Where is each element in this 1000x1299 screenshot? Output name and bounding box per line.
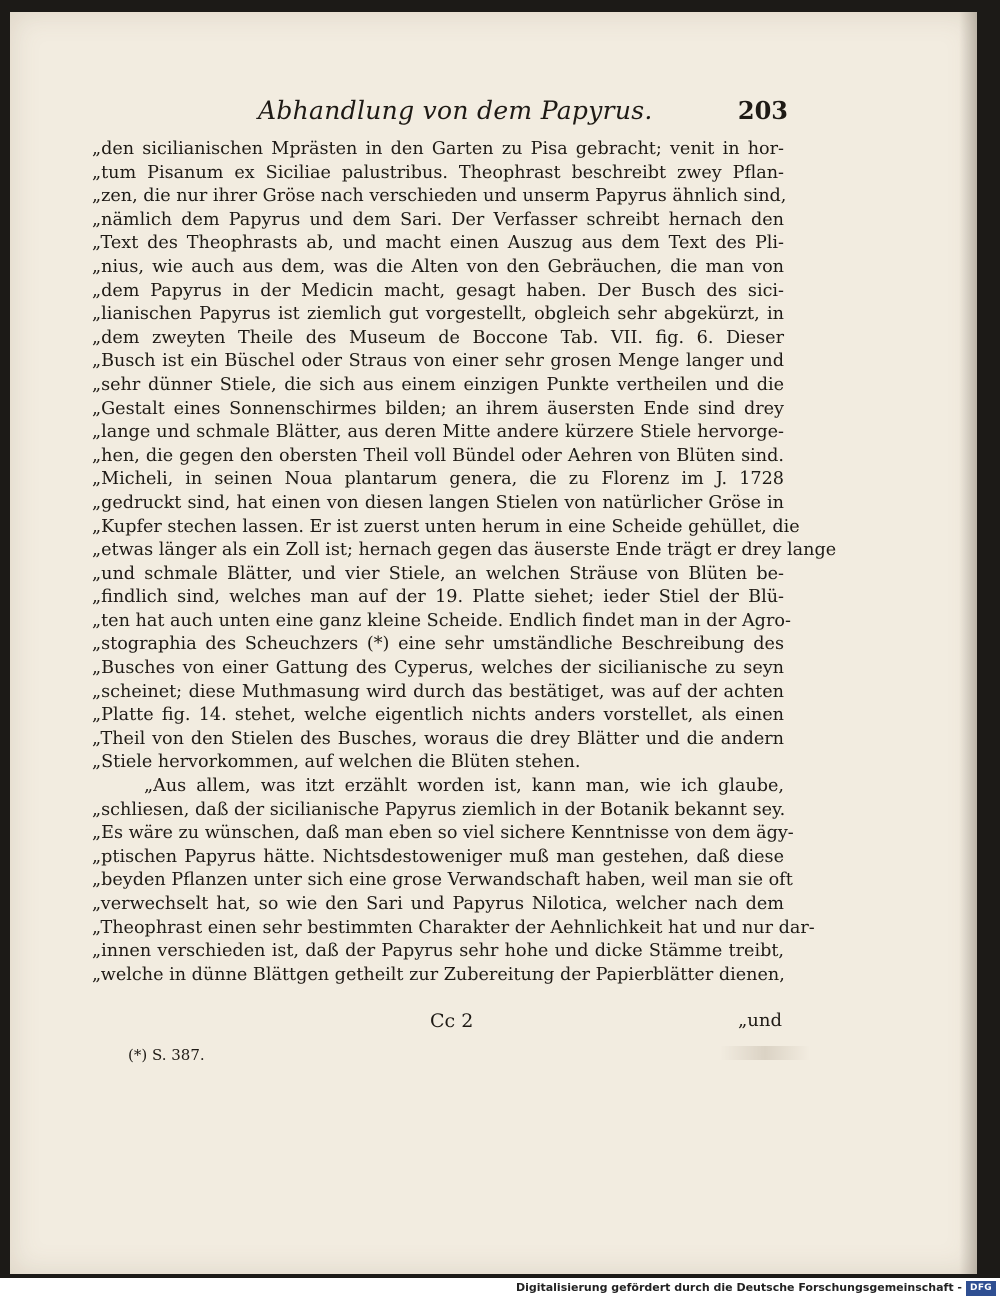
page-number: 203 <box>737 96 788 125</box>
text-line: „sehr dünner Stiele, die sich aus einem einzigen Punkte vertheilen und die <box>92 374 784 395</box>
text-line: „Es wäre zu wünschen, daß man eben so viel sichere Kenntnisse von dem ägy- <box>92 823 794 844</box>
text-line: „Platte fig. 14. stehet, welche eigentlich nichts anders vorstellet, als einen <box>92 705 784 726</box>
text-line: „Kupfer stechen lassen. Er ist zuerst unten herum in eine Scheide gehüllet, die <box>92 516 800 537</box>
text-line: „lange und schmale Blätter, aus deren Mitte andere kürzere Stiele hervorge- <box>92 422 784 443</box>
text-line: „etwas länger als ein Zoll ist; hernach gegen das äuserste Ende trägt er drey lange <box>92 540 837 561</box>
text-line: „Stiele hervorkommen, auf welchen die Blüten stehen. <box>92 752 581 773</box>
text-line: „Theil von den Stielen des Busches, woraus die drey Blätter und die andern <box>92 728 784 749</box>
body-text <box>92 138 837 987</box>
footnote: (*) S. 387. <box>128 1046 205 1064</box>
text-line: „gedruckt sind, hat einen von diesen langen Stielen von natürlicher Gröse in <box>92 492 784 513</box>
text-line: „nius, wie auch aus dem, was die Alten von den Gebräuchen, die man von <box>92 256 784 277</box>
text-line: „welche in dünne Blättgen getheilt zur Zubereitung der Papierblätter dienen, <box>92 964 785 985</box>
text-line: „hen, die gegen den obersten Theil voll Bündel oder Aehren von Blüten sind. <box>92 445 784 466</box>
page-foot <box>430 1010 782 1036</box>
text-line: „innen verschieden ist, daß der Papyrus sehr hohe und dicke Stämme treibt, <box>92 941 784 962</box>
dfg-logo: DFG <box>966 1281 996 1296</box>
text-line: „Gestalt eines Sonnenschirmes bilden; an ihrem äusersten Ende sind drey <box>92 398 784 419</box>
text-line: „Text des Theophrasts ab, und macht einen Auszug aus dem Text des Pli- <box>92 233 784 254</box>
text-line: „und schmale Blätter, und vier Stiele, an welchen Sträuse von Blüten be- <box>92 563 784 584</box>
text-line: „Theophrast einen sehr bestimmten Charakter der Aehnlichkeit hat und nur dar- <box>92 917 815 938</box>
text-line: „beyden Pflanzen unter sich eine grose Verwandschaft haben, weil man sie oft <box>92 870 793 891</box>
catchword: „und <box>737 1010 782 1031</box>
running-title: Abhandlung von dem Papyrus. <box>258 96 653 125</box>
text-line: „tum Pisanum ex Siciliae palustribus. Theophrast beschreibt zwey Pflan- <box>92 162 784 183</box>
page-header <box>258 96 788 132</box>
signature-mark: Cc 2 <box>430 1010 474 1032</box>
text-line: „Busch ist ein Büschel oder Straus von einer sehr grosen Menge langer und <box>92 351 784 372</box>
text-line: „ten hat auch unten eine ganz kleine Scheide. Endlich findet man in der Agro- <box>92 610 791 631</box>
text-line: „lianischen Papyrus ist ziemlich gut vorgestellt, obgleich sehr abgekürzt, in <box>92 304 784 325</box>
text-line: „findlich sind, welches man auf der 19. Platte siehet; ieder Stiel der Blü- <box>92 587 784 608</box>
funding-notice: Digitalisierung gefördert durch die Deutsche Forschungsgemeinschaft - <box>515 1281 962 1294</box>
bleed-through-smudge <box>720 1046 810 1060</box>
text-line: „dem Papyrus in der Medicin macht, gesagt haben. Der Busch des sici- <box>92 280 784 301</box>
text-line: „Busches von einer Gattung des Cyperus, welches der sicilianische zu seyn <box>92 658 784 679</box>
paragraph-first-line: „Aus allem, was itzt erzählt worden ist, kann man, wie ich glaube, <box>144 776 784 797</box>
text-line: „zen, die nur ihrer Gröse nach verschieden und unserm Papyrus ähnlich sind, <box>92 186 787 207</box>
text-line: „Micheli, in seinen Noua plantarum genera, die zu Florenz im J. 1728 <box>92 469 784 490</box>
text-line: „scheinet; diese Muthmasung wird durch das bestätiget, was auf der achten <box>92 681 784 702</box>
text-line: „verwechselt hat, so wie den Sari und Papyrus Nilotica, welcher nach dem <box>92 894 784 914</box>
funding-bar <box>0 1278 1000 1299</box>
text-line: „dem zweyten Theile des Museum de Boccone Tab. VII. fig. 6. Dieser <box>92 327 784 348</box>
text-line: „schliesen, daß der sicilianische Papyrus ziemlich in der Botanik bekannt sey. <box>92 799 786 820</box>
text-line: „nämlich dem Papyrus und dem Sari. Der Verfasser schreibt hernach den <box>92 209 784 230</box>
text-line: „ptischen Papyrus hätte. Nichtsdestoweniger muß man gestehen, daß diese <box>92 846 784 867</box>
text-line: „den sicilianischen Mprästen in den Garten zu Pisa gebracht; venit in hor- <box>92 139 784 159</box>
text-line: „stographia des Scheuchzers (*) eine sehr umständliche Beschreibung des <box>92 634 784 655</box>
